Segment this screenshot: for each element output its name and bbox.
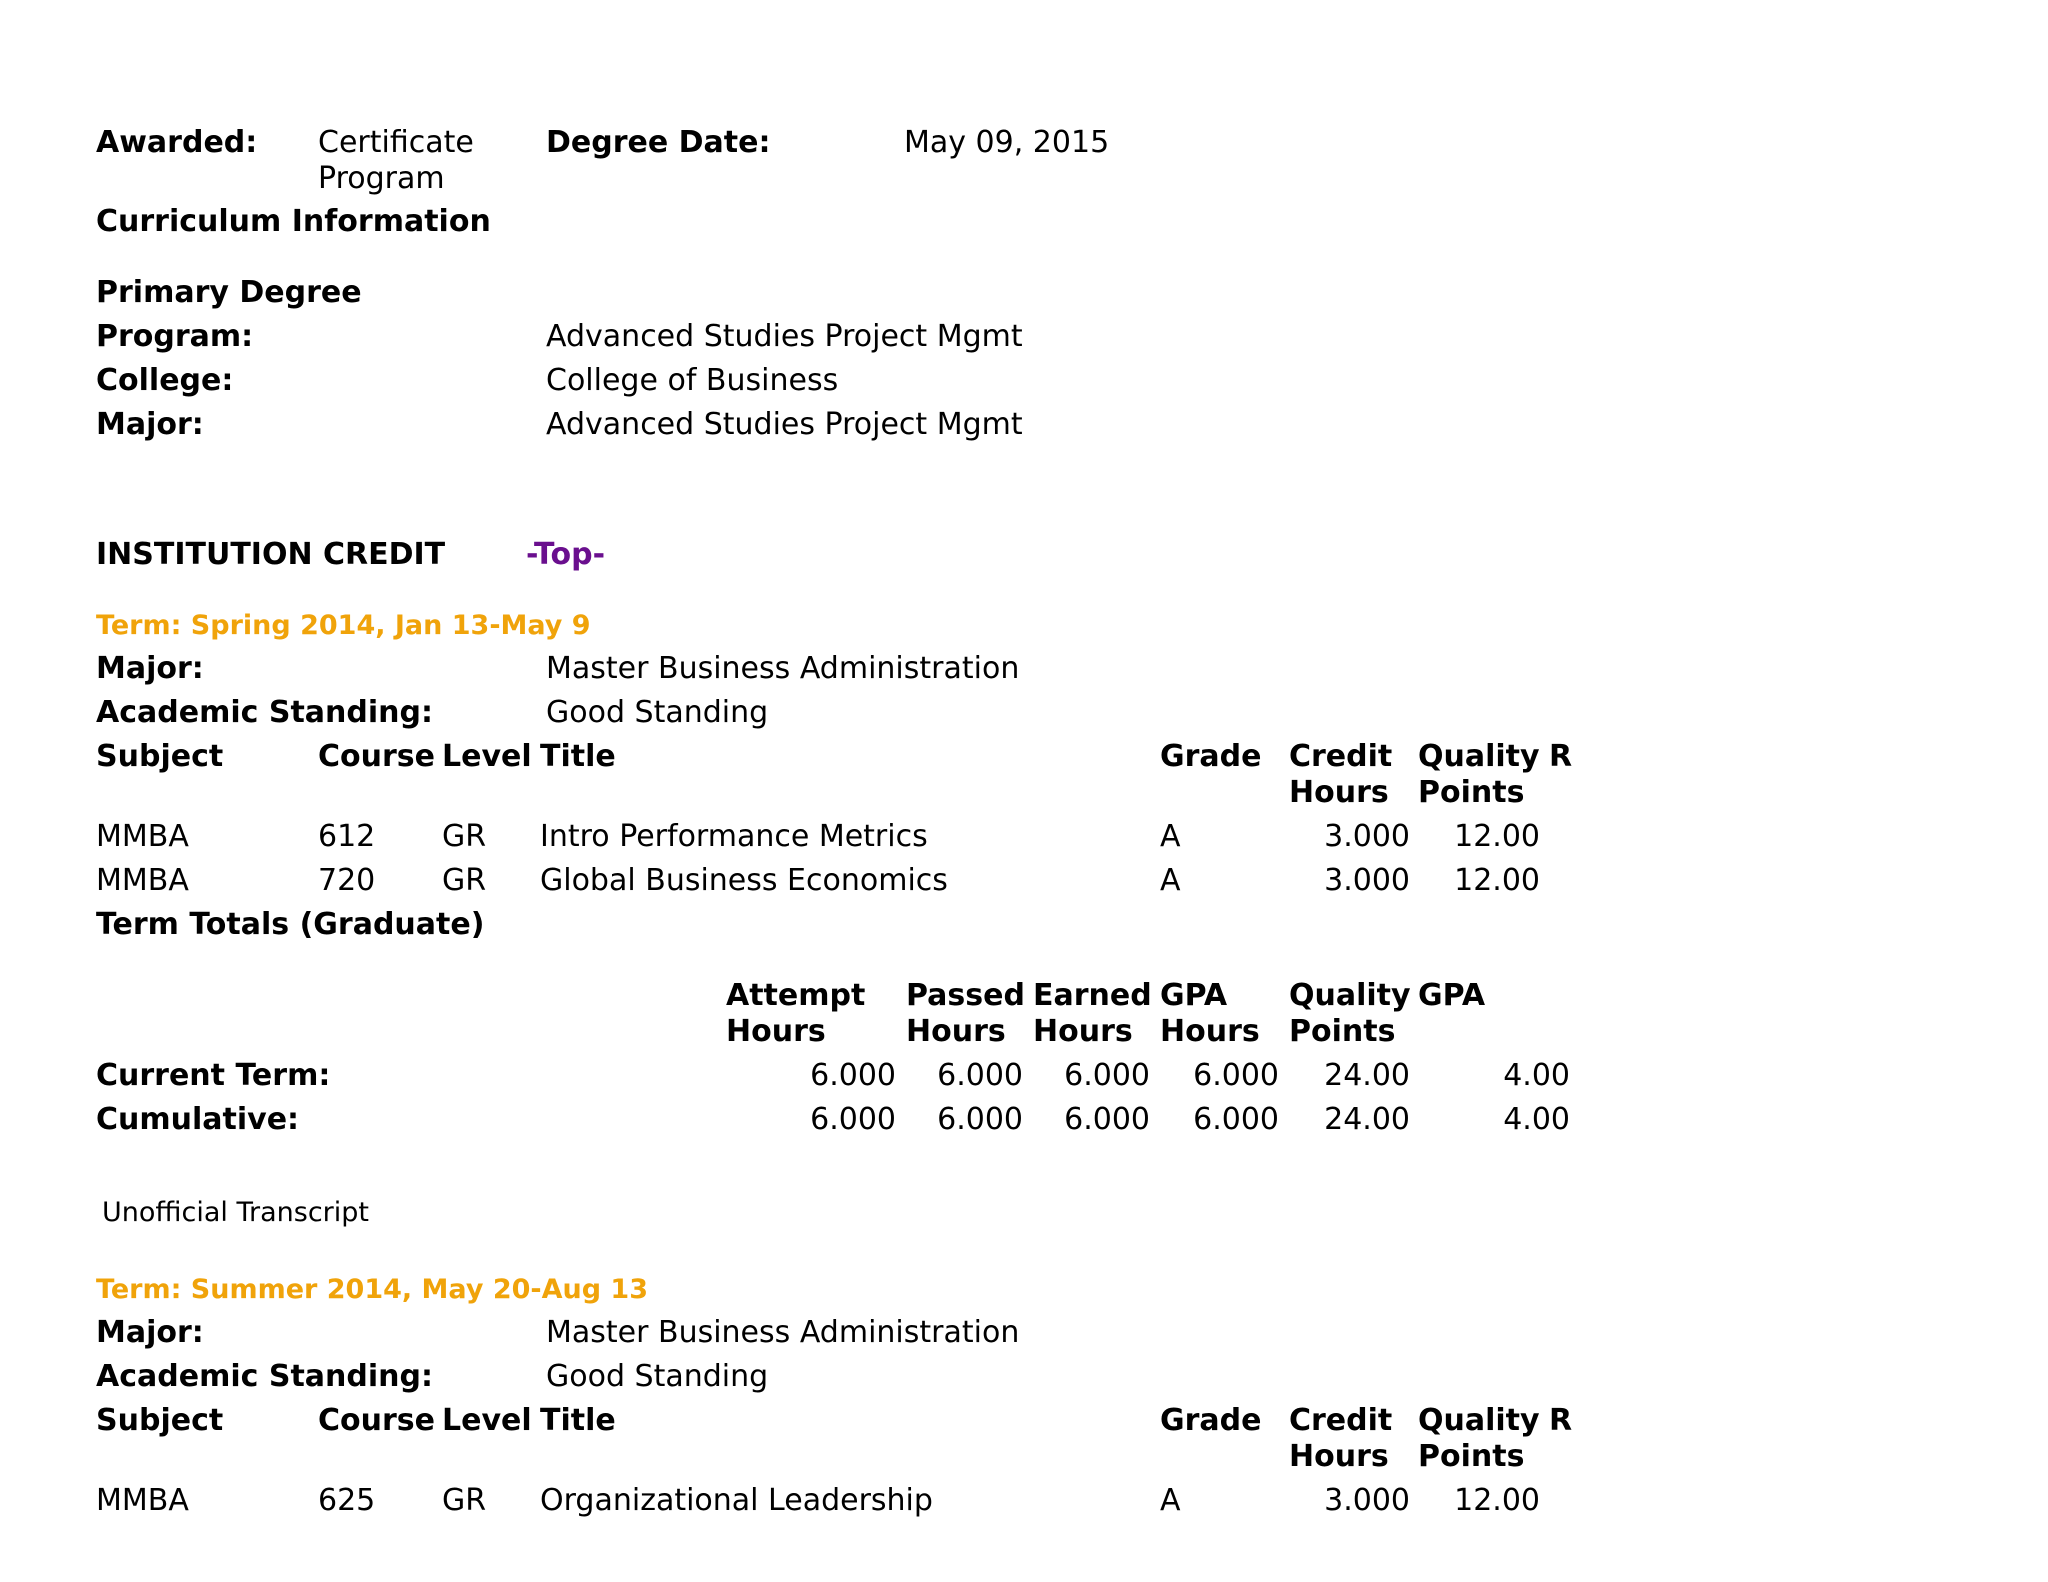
course-credit: 3.000 xyxy=(1324,1483,1410,1518)
totals-earned: 6.000 xyxy=(1064,1102,1150,1137)
term-major-value: Master Business Administration xyxy=(546,651,1020,686)
course-title: Global Business Economics xyxy=(540,863,948,898)
totals-header-gpa: GPA xyxy=(1418,978,1486,1013)
col-header-title: Title xyxy=(540,739,616,774)
course-quality: 12.00 xyxy=(1454,863,1540,898)
totals-attempt: 6.000 xyxy=(810,1058,896,1093)
college-value: College of Business xyxy=(546,363,839,398)
col-header-grade: Grade xyxy=(1160,739,1262,774)
col-header-title: Title xyxy=(540,1403,616,1438)
course-subject: MMBA xyxy=(96,819,189,854)
awarded-value-line1: Certificate xyxy=(318,125,474,160)
course-number: 720 xyxy=(318,863,376,898)
course-level: GR xyxy=(442,1483,487,1518)
course-number: 612 xyxy=(318,819,376,854)
term-title: Term: Spring 2014, Jan 13-May 9 xyxy=(96,610,591,641)
col-header-quality-2: Points xyxy=(1418,1439,1525,1474)
totals-header-attempt-2: Hours xyxy=(726,1014,826,1049)
totals-quality: 24.00 xyxy=(1324,1102,1410,1137)
totals-header-attempt-1: Attempt xyxy=(726,978,866,1013)
term-title: Term: Summer 2014, May 20-Aug 13 xyxy=(96,1274,649,1305)
course-credit: 3.000 xyxy=(1324,819,1410,854)
course-level: GR xyxy=(442,863,487,898)
col-header-r: R xyxy=(1549,739,1573,774)
col-header-credit-2: Hours xyxy=(1289,1439,1389,1474)
program-value: Advanced Studies Project Mgmt xyxy=(546,319,1023,354)
curriculum-major-value: Advanced Studies Project Mgmt xyxy=(546,407,1023,442)
course-subject: MMBA xyxy=(96,863,189,898)
col-header-grade: Grade xyxy=(1160,1403,1262,1438)
col-header-r: R xyxy=(1549,1403,1573,1438)
totals-header-gpa-hours-2: Hours xyxy=(1160,1014,1260,1049)
col-header-quality-1: Quality xyxy=(1418,1403,1540,1438)
col-header-quality-1: Quality xyxy=(1418,739,1540,774)
totals-passed: 6.000 xyxy=(937,1058,1023,1093)
term-major-value: Master Business Administration xyxy=(546,1315,1020,1350)
col-header-quality-2: Points xyxy=(1418,775,1525,810)
course-quality: 12.00 xyxy=(1454,1483,1540,1518)
totals-quality: 24.00 xyxy=(1324,1058,1410,1093)
course-grade: A xyxy=(1160,863,1181,898)
totals-header-gpa-hours-1: GPA xyxy=(1160,978,1228,1013)
course-title: Organizational Leadership xyxy=(540,1483,933,1518)
term-major-label: Major: xyxy=(96,651,204,686)
degree-date-label: Degree Date: xyxy=(546,125,771,160)
totals-header-passed-1: Passed xyxy=(906,978,1025,1013)
totals-earned: 6.000 xyxy=(1064,1058,1150,1093)
totals-passed: 6.000 xyxy=(937,1102,1023,1137)
primary-degree-heading: Primary Degree xyxy=(96,275,362,310)
curriculum-heading: Curriculum Information xyxy=(96,204,491,239)
academic-standing-value: Good Standing xyxy=(546,695,769,730)
course-grade: A xyxy=(1160,1483,1181,1518)
col-header-credit-1: Credit xyxy=(1289,1403,1393,1438)
college-label: College: xyxy=(96,363,234,398)
totals-gpa-hours: 6.000 xyxy=(1193,1102,1279,1137)
unofficial-transcript-note: Unofficial Transcript xyxy=(102,1197,369,1228)
course-grade: A xyxy=(1160,819,1181,854)
term-totals-heading: Term Totals (Graduate) xyxy=(96,907,485,942)
course-quality: 12.00 xyxy=(1454,819,1540,854)
totals-row-label: Cumulative: xyxy=(96,1102,300,1137)
totals-row-label: Current Term: xyxy=(96,1058,331,1093)
totals-header-earned-2: Hours xyxy=(1033,1014,1133,1049)
top-link[interactable]: -Top- xyxy=(526,537,606,572)
course-level: GR xyxy=(442,819,487,854)
institution-credit-heading: INSTITUTION CREDIT xyxy=(96,537,446,572)
awarded-value-line2: Program xyxy=(318,161,445,196)
curriculum-major-label: Major: xyxy=(96,407,204,442)
col-header-subject: Subject xyxy=(96,1403,224,1438)
totals-gpa: 4.00 xyxy=(1503,1058,1570,1093)
program-label: Program: xyxy=(96,319,254,354)
col-header-course: Course xyxy=(318,1403,435,1438)
academic-standing-value: Good Standing xyxy=(546,1359,769,1394)
totals-header-quality-2: Points xyxy=(1289,1014,1396,1049)
col-header-subject: Subject xyxy=(96,739,224,774)
awarded-label: Awarded: xyxy=(96,125,258,160)
col-header-credit-1: Credit xyxy=(1289,739,1393,774)
totals-gpa: 4.00 xyxy=(1503,1102,1570,1137)
course-subject: MMBA xyxy=(96,1483,189,1518)
totals-gpa-hours: 6.000 xyxy=(1193,1058,1279,1093)
degree-date-value: May 09, 2015 xyxy=(904,125,1110,160)
course-credit: 3.000 xyxy=(1324,863,1410,898)
totals-header-earned-1: Earned xyxy=(1033,978,1152,1013)
totals-attempt: 6.000 xyxy=(810,1102,896,1137)
totals-header-quality-1: Quality xyxy=(1289,978,1411,1013)
col-header-level: Level xyxy=(442,739,532,774)
academic-standing-label: Academic Standing: xyxy=(96,1359,433,1394)
col-header-credit-2: Hours xyxy=(1289,775,1389,810)
term-major-label: Major: xyxy=(96,1315,204,1350)
course-number: 625 xyxy=(318,1483,376,1518)
course-title: Intro Performance Metrics xyxy=(540,819,928,854)
totals-header-passed-2: Hours xyxy=(906,1014,1006,1049)
col-header-level: Level xyxy=(442,1403,532,1438)
academic-standing-label: Academic Standing: xyxy=(96,695,433,730)
col-header-course: Course xyxy=(318,739,435,774)
